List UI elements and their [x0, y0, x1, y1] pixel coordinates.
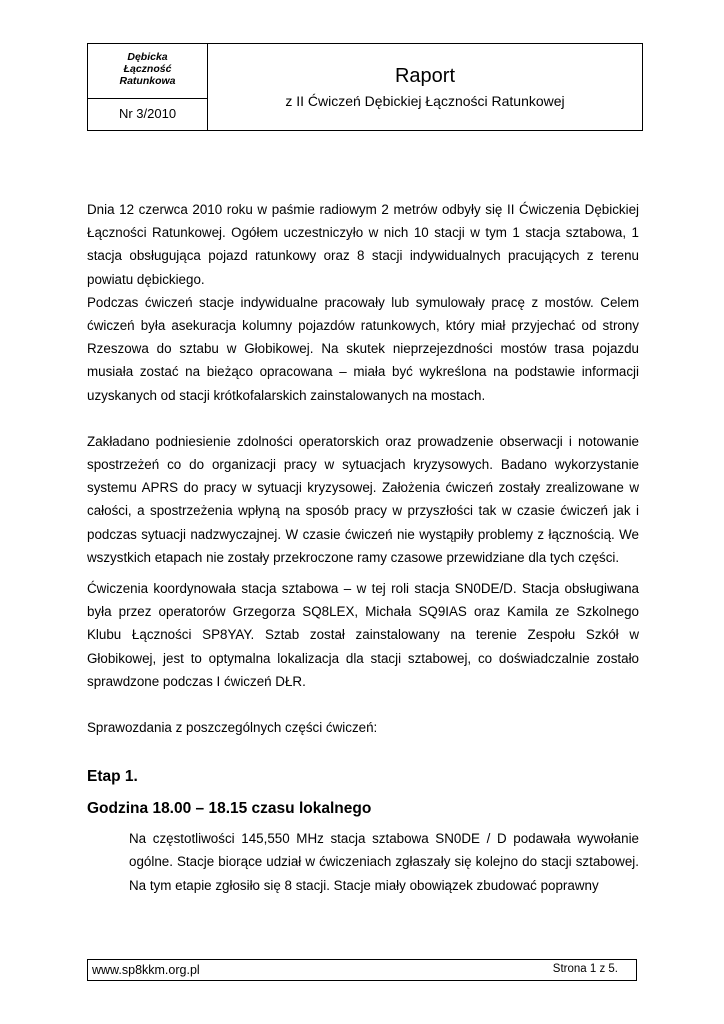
footer-website-link[interactable]: www.sp8kkm.org.pl [92, 963, 200, 977]
paragraph-coordination: Ćwiczenia koordynowała stacja sztabowa – w tej roli stacja SN0DE/D. Stacja obsługiwana była przez operatorów Grzegorza SQ8LEX, Michała SQ9IAS oraz Kamila ze Szkolnego Klubu Łączności SP8YAY. Sztab został zainstalowany na terenie Zespołu Szkół w Głobikowej, jest to optymalna lokalizacja dla stacji sztabowej, co doświadczalnie zostało sprawdzone podczas I ćwiczeń DŁR. [87, 581, 639, 689]
org-name-line: Łączność [123, 63, 172, 75]
header-left-cell [88, 44, 208, 130]
stage-heading: Etap 1. [87, 768, 138, 786]
report-body [87, 198, 639, 897]
report-header [87, 43, 643, 131]
org-name-line: Ratunkowa [119, 75, 176, 87]
footer-page-number: Strona 1 z 5. [552, 963, 618, 975]
paragraph-exercise-goal: Podczas ćwiczeń stacje indywidualne pracowały lub symulowały pracę z mostów. Celem ćwiczeń była asekuracja kolumny pojazdów ratunkowych, który miał przyjechać od strony Rzeszowa do sztabu w Głobikowej. Na skutek nieprzejezdności mostów trasa pojazdu musiała zostać na bieżąco opracowana – miała być wykreślona na podstawie informacji uzyskanych od stacji krótkofalarskich zainstalowanych na mostach. [87, 294, 639, 403]
organization-name [88, 44, 207, 99]
paragraph-stage-1: Na częstotliwości 145,550 MHz stacja sztabowa SN0DE / D podawała wywołanie ogólne. Stacje biorące udział w ćwiczeniach zgłaszały się kolejno do stacji sztabowej. Na tym etapie zgłosiło się 8 stacji. Stacje miały obowiązek zbudować poprawny [129, 831, 639, 893]
header-right-cell [208, 44, 642, 130]
report-title: Raport [394, 65, 456, 87]
paragraph-assumptions: Zakładano podniesienie zdolności operatorskich oraz prowadzenie obserwacji i notowanie spostrzeżeń co do organizacji pracy w sytuacjach kryzysowych. Badano wykorzystanie systemu APRS do pracy w sytuacji kryzysowej. Założenia ćwiczeń zostały zrealizowane w całości, a spostrzeżenia wpłyną na sposób pracy w przyszłości tak w czasie ćwiczeń jak i podczas sytuacji nadzwyczajnej. W czasie ćwiczeń nie wystąpiły problemy z łącznością. We wszystkich etapach nie zostały przekroczone ramy czasowe przewidziane dla tych części. [87, 433, 639, 565]
paragraph-reports-intro: Sprawozdania z poszczególnych części ćwiczeń: [87, 720, 378, 736]
report-subtitle: z II Ćwiczeń Dębickiej Łączności Ratunkowej [285, 93, 565, 109]
paragraph-intro: Dnia 12 czerwca 2010 roku w paśmie radiowym 2 metrów odbyły się II Ćwiczenia Dębickiej Łączności Ratunkowej. Ogółem uczestniczyło w nich 10 stacji w tym 1 stacja sztabowa, 1 stacja obsługująca pojazd ratunkowy oraz 8 stacji indywidualnych pracujących z terenu powiatu dębickiego. [87, 202, 639, 287]
page-footer [87, 959, 637, 981]
time-heading: Godzina 18.00 – 18.15 czasu lokalnego [87, 800, 372, 818]
report-number: Nr 3/2010 [118, 106, 177, 121]
org-name-line: Dębicka [127, 51, 168, 63]
